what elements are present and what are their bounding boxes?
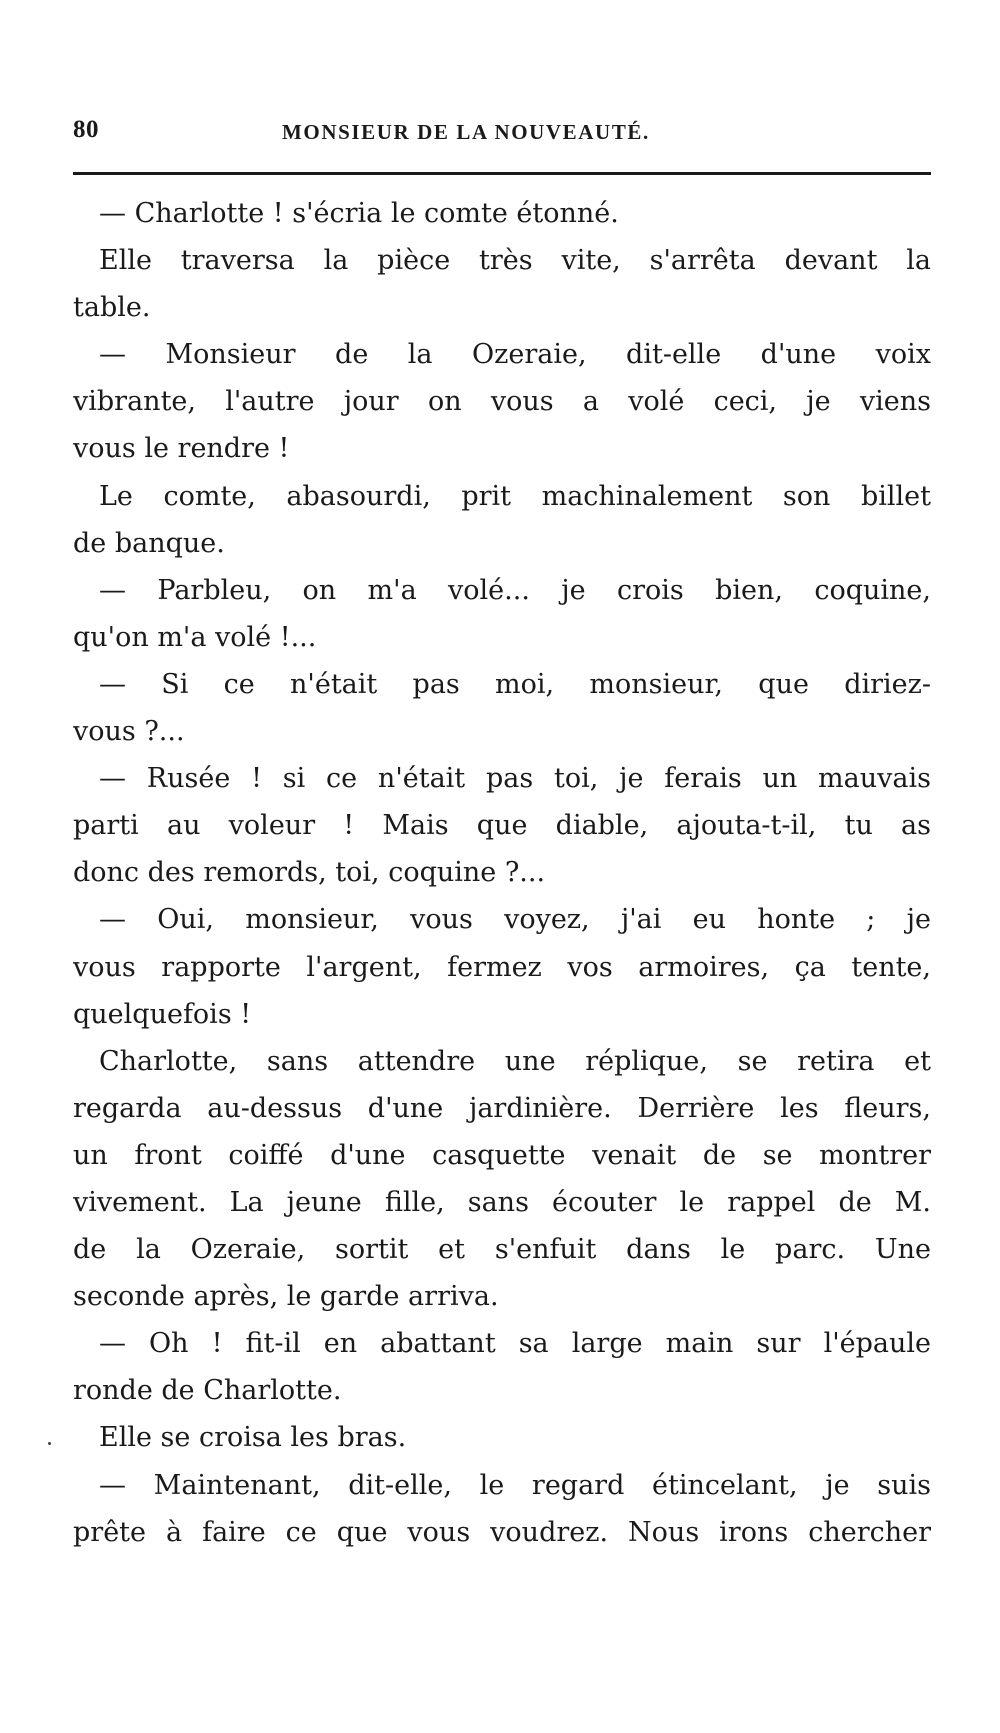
text-line: regarda au-dessus d'une jardinière. Derrière les fleurs, (73, 1092, 931, 1124)
text-line: vous le rendre ! (73, 433, 290, 465)
text-line: quelquefois ! (73, 998, 252, 1030)
text-line: — Parbleu, on m'a volé... je crois bien, coquine, (99, 574, 931, 606)
running-title: MONSIEUR DE LA NOUVEAUTÉ. (282, 120, 650, 144)
text-line: ronde de Charlotte. (73, 1375, 342, 1407)
text-line: Le comte, abasourdi, prit machinalement son billet (99, 480, 931, 512)
text-line: parti au voleur ! Mais que diable, ajouta-t-il, tu as (73, 810, 931, 842)
text-line: donc des remords, toi, coquine ?... (73, 857, 546, 889)
text-line: de banque. (73, 527, 225, 559)
text-line: — Charlotte ! s'écria le comte étonné. (99, 198, 619, 229)
page-number: 80 (73, 116, 99, 143)
body-text (73, 190, 931, 1556)
text-line: — Oui, monsieur, vous voyez, j'ai eu honte ; je (99, 904, 931, 936)
text-line: un front coiffé d'une casquette venait de se montrer (73, 1139, 931, 1171)
text-line: vibrante, l'autre jour on vous a volé ceci, je viens (73, 386, 931, 418)
text-line: qu'on m'a volé !... (73, 621, 317, 653)
text-line: Elle traversa la pièce très vite, s'arrêta devant la (99, 245, 931, 277)
text-line: — Oh ! fit-il en abattant sa large main sur l'épaule (99, 1328, 931, 1360)
text-line: vous rapporte l'argent, fermez vos armoires, ça tente, (73, 951, 931, 983)
text-line: prête à faire ce que vous voudrez. Nous irons chercher (73, 1516, 931, 1548)
text-line: de la Ozeraie, sortit et s'enfuit dans le parc. Une (73, 1234, 931, 1266)
running-head (73, 112, 931, 152)
text-line: Elle se croisa les bras. (99, 1422, 407, 1454)
text-line: — Monsieur de la Ozeraie, dit-elle d'une voix (99, 339, 931, 371)
text-line: vivement. La jeune fille, sans écouter le rappel de M. (73, 1186, 931, 1218)
header-rule (73, 172, 931, 175)
text-line: vous ?... (73, 716, 185, 748)
text-line: — Rusée ! si ce n'était pas toi, je ferais un mauvais (99, 763, 931, 795)
text-line: — Maintenant, dit-elle, le regard étincelant, je suis (99, 1469, 931, 1501)
print-speck (48, 1442, 51, 1445)
text-line: table. (73, 292, 151, 324)
text-line: — Si ce n'était pas moi, monsieur, que diriez- (99, 668, 931, 700)
text-line: seconde après, le garde arriva. (73, 1281, 499, 1313)
text-line: Charlotte, sans attendre une réplique, se retira et (99, 1045, 931, 1077)
